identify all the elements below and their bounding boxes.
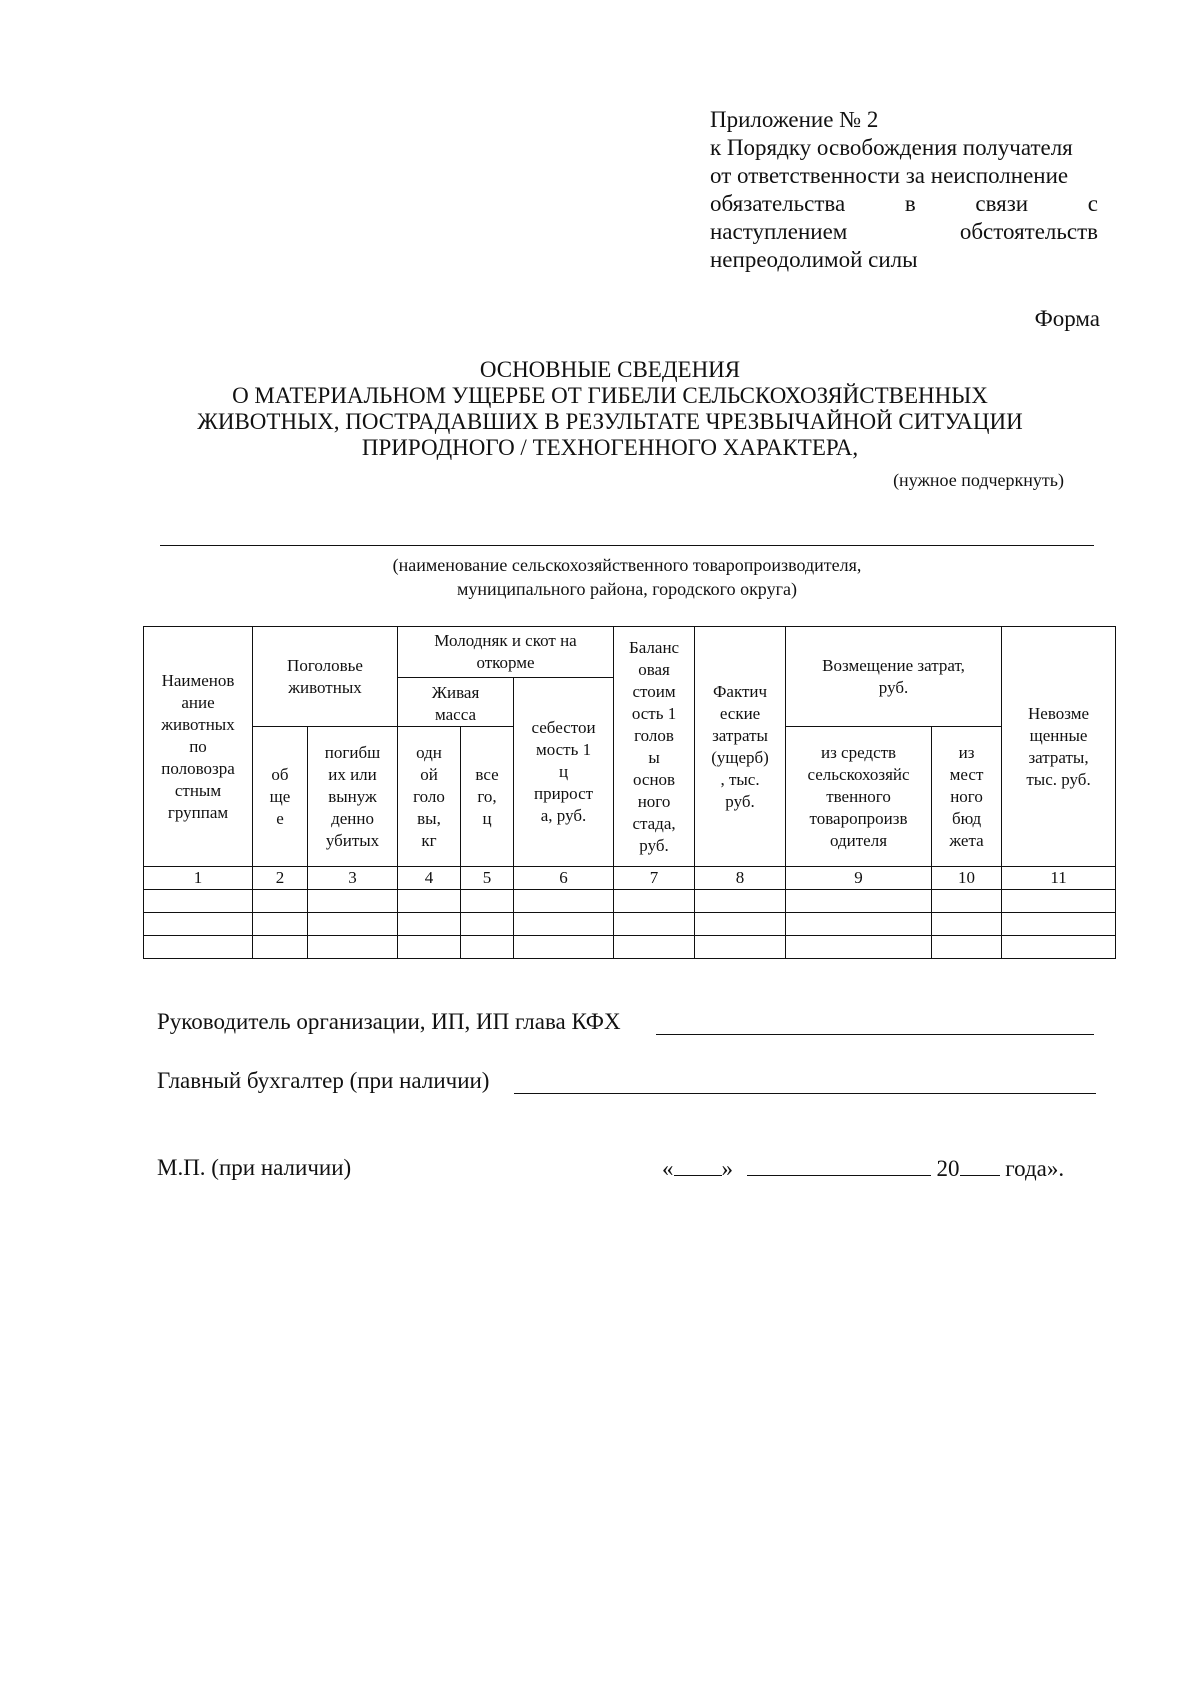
header-young-stock: Молодняк и скот на откорме xyxy=(398,627,614,678)
underline-note: (нужное подчеркнуть) xyxy=(893,470,1064,490)
appendix-line: Приложение № 2 xyxy=(710,107,879,132)
header-own-funds: из средств сельскохозяйс твенного товаропроизв одителя xyxy=(786,727,932,867)
appendix-word: в xyxy=(904,191,916,216)
column-number: 3 xyxy=(308,867,398,890)
header-killed: погибш их или вынуж денно убитых xyxy=(308,727,398,867)
header-book-value: Баланс овая стоим ость 1 голов ы основ ного стада, руб. xyxy=(614,627,695,867)
appendix-line: непреодолимой силы xyxy=(710,247,918,272)
column-number: 4 xyxy=(398,867,461,890)
producer-name-field[interactable] xyxy=(160,545,1094,546)
head-signature-label: Руководитель организации, ИП, ИП глава КФХ xyxy=(157,1009,621,1034)
accountant-signature-field[interactable] xyxy=(514,1093,1096,1094)
header-non-reimbursed: Невозме щенные затраты, тыс. руб. xyxy=(1002,627,1116,867)
stamp-label: М.П. (при наличии) xyxy=(157,1155,352,1180)
title-line: ПРИРОДНОГО / ТЕХНОГЕННОГО ХАРАКТЕРА, xyxy=(361,435,859,460)
column-number: 7 xyxy=(614,867,695,890)
appendix-word: с xyxy=(1087,191,1098,216)
header-actual-costs: Фактич еские затраты (ущерб) , тыс. руб. xyxy=(695,627,786,867)
header-reimbursement: Возмещение затрат, руб. xyxy=(786,627,1002,727)
title-line: ОСНОВНЫЕ СВЕДЕНИЯ xyxy=(479,357,741,382)
header-weight-total: все го, ц xyxy=(461,727,514,867)
accountant-signature-label: Главный бухгалтер (при наличии) xyxy=(157,1068,490,1093)
damage-table xyxy=(143,626,1116,959)
table-row[interactable] xyxy=(144,913,1116,936)
year-blank[interactable] xyxy=(960,1155,1000,1176)
appendix-line: от ответственности за неисполнение xyxy=(710,163,1069,188)
table-row[interactable] xyxy=(144,936,1116,959)
header-animal-groups: Наименов ание животных по половозра стным группам xyxy=(144,627,253,867)
column-number: 6 xyxy=(514,867,614,890)
date-field[interactable] xyxy=(662,1155,1064,1182)
caption-line: муниципального района, городского округа) xyxy=(457,579,797,599)
appendix-line: к Порядку освобождения получателя xyxy=(710,135,1073,160)
header-livestock-count: Поголовье животных xyxy=(253,627,398,727)
year-suffix: года». xyxy=(1005,1156,1065,1181)
header-local-budget: из мест ного бюд жета xyxy=(932,727,1002,867)
head-signature-field[interactable] xyxy=(656,1034,1094,1035)
appendix-line xyxy=(710,218,1098,246)
table-row[interactable] xyxy=(144,890,1116,913)
date-quote-close: » xyxy=(721,1156,733,1181)
date-quote-open: « xyxy=(662,1156,674,1181)
column-number: 1 xyxy=(144,867,253,890)
column-number: 5 xyxy=(461,867,514,890)
header-live-weight: Живая масса xyxy=(398,678,514,727)
header-cost-price: себестои мость 1 ц прирост а, руб. xyxy=(514,678,614,867)
month-blank[interactable] xyxy=(747,1155,931,1176)
title-line: ЖИВОТНЫХ, ПОСТРАДАВШИХ В РЕЗУЛЬТАТЕ ЧРЕЗВЫЧАЙНОЙ СИТУАЦИИ xyxy=(197,409,1023,434)
year-prefix: 20 xyxy=(936,1156,960,1181)
appendix-word: наступлением xyxy=(710,219,848,244)
column-number: 10 xyxy=(932,867,1002,890)
column-number: 9 xyxy=(786,867,932,890)
header-total: об ще е xyxy=(253,727,308,867)
document-title xyxy=(150,357,1070,461)
appendix-word: связи xyxy=(975,191,1029,216)
column-number-row xyxy=(144,867,1116,890)
appendix-line xyxy=(710,190,1098,218)
day-blank[interactable] xyxy=(674,1155,722,1176)
appendix-block xyxy=(710,106,1098,274)
column-number: 11 xyxy=(1002,867,1116,890)
appendix-word: обязательства xyxy=(710,191,846,216)
column-number: 8 xyxy=(695,867,786,890)
title-line: О МАТЕРИАЛЬНОМ УЩЕРБЕ ОТ ГИБЕЛИ СЕЛЬСКОХОЗЯЙСТВЕННЫХ xyxy=(232,383,988,408)
producer-name-caption xyxy=(160,553,1094,601)
column-number: 2 xyxy=(253,867,308,890)
form-label: Форма xyxy=(1034,306,1100,331)
header-per-head: одн ой голо вы, кг xyxy=(398,727,461,867)
caption-line: (наименование сельскохозяйственного товаропроизводителя, xyxy=(392,555,862,575)
appendix-word: обстоятельств xyxy=(959,219,1098,244)
